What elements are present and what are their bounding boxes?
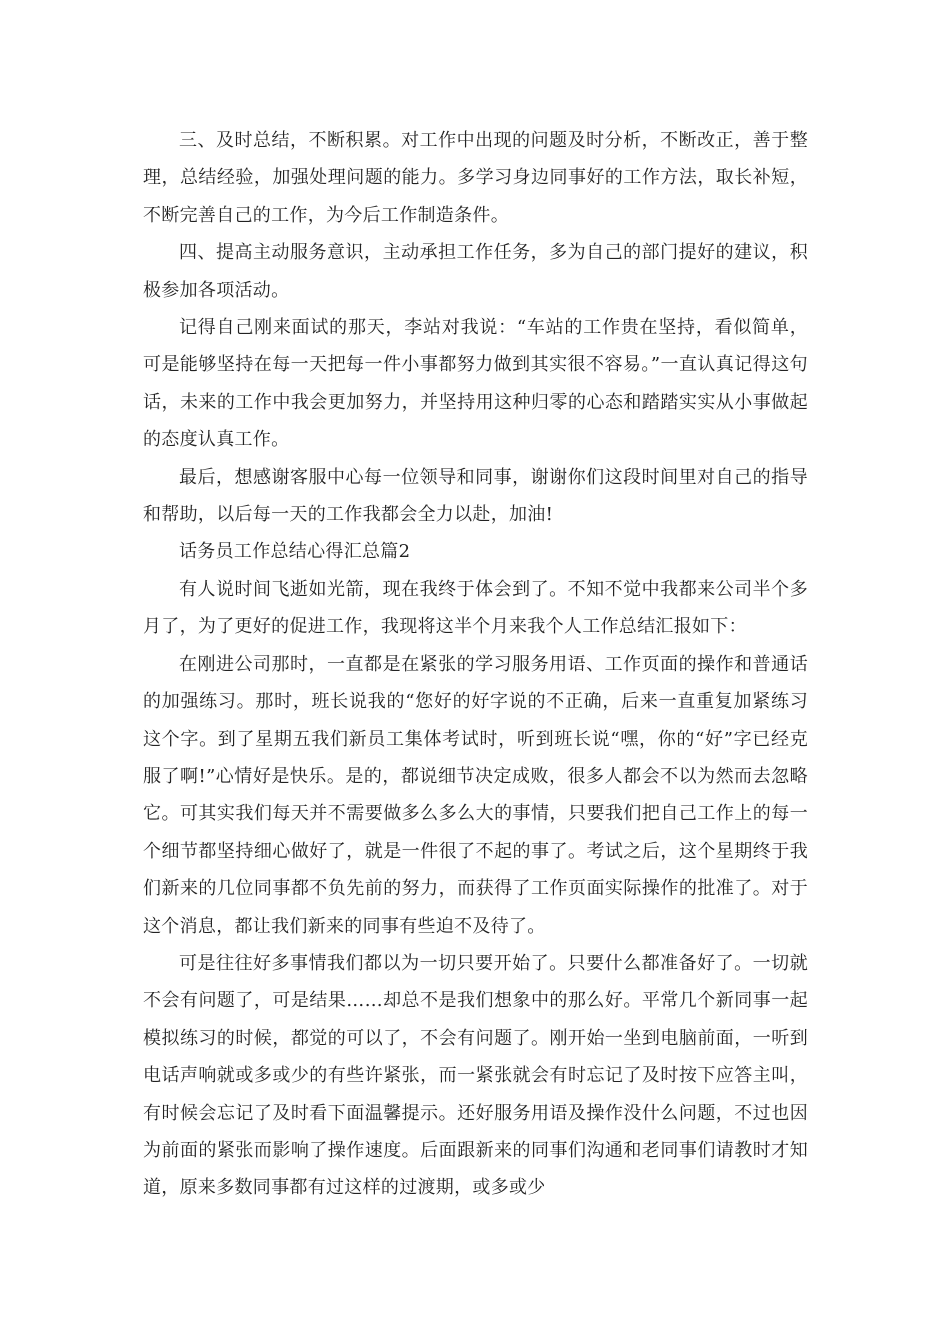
paragraph-training: 在刚进公司那时，一直都是在紧张的学习服务用语、工作页面的操作和普通话的加强练习。那时，班长说我的“您好的好字说的不正确，后来一直重复加紧练习这个字。到了星期五我们新员工集体考试时，听到班长说“嘿，你的“好”字已经克服了啊!”心情好是快乐。是的，都说细节决定成败，很多人都会不以为然而去忽略它。可其实我们每天并不需要做多么多么大的事情，只要我们把自己工作上的每一个细节都坚持细心做好了，就是一件很了不起的事了。考试之后，这个星期终于我们新来的几位同事都不负先前的努力，而获得了工作页面实际操作的批准了。对于这个消息，都让我们新来的同事有些迫不及待了。 [143,653,808,937]
paragraph-thanks: 最后，想感谢客服中心每一位领导和同事，谢谢你们这段时间里对自己的指导和帮助，以后每一天的工作我都会全力以赴，加油! [143,466,808,526]
document-body [143,122,808,1207]
paragraph-intro: 有人说时间飞逝如光箭，现在我终于体会到了。不知不觉中我都来公司半个多月了，为了更好的促进工作，我现将这半个月来我个人工作总结汇报如下： [143,578,808,638]
paragraph-interview-memory: 记得自己刚来面试的那天，李站对我说：“车站的工作贵在坚持，看似简单，可是能够坚持在每一天把每一件小事都努力做到其实很不容易。”一直认真记得这句话，未来的工作中我会更加努力，并坚持用这种归零的心态和踏踏实实从小事做起的态度认真工作。 [143,317,808,451]
section-title: 话务员工作总结心得汇总篇2 [179,541,411,563]
paragraph-summary: 三、及时总结，不断积累。对工作中出现的问题及时分析，不断改正，善于整理，总结经验，加强处理问题的能力。多学习身边同事好的工作方法，取长补短，不断完善自己的工作，为今后工作制造条件。 [143,130,808,226]
paragraph-challenges: 可是往往好多事情我们都以为一切只要开始了。只要什么都准备好了。一切就不会有问题了，可是结果……却总不是我们想象中的那么好。平常几个新同事一起模拟练习的时候，都觉的可以了，不会有问题了。刚开始一坐到电脑前面，一听到电话声响就或多或少的有些许紧张，而一紧张就会有时忘记了及时按下应答主叫，有时候会忘记了及时看下面温馨提示。还好服务用语及操作没什么问题，不过也因为前面的紧张而影响了操作速度。后面跟新来的同事们沟通和老同事们请教时才知道，原来多数同事都有过这样的过渡期，或多或少 [143,952,808,1199]
paragraph-service-awareness: 四、提高主动服务意识，主动承担工作任务，多为自己的部门提好的建议，积极参加各项活动。 [143,242,808,301]
